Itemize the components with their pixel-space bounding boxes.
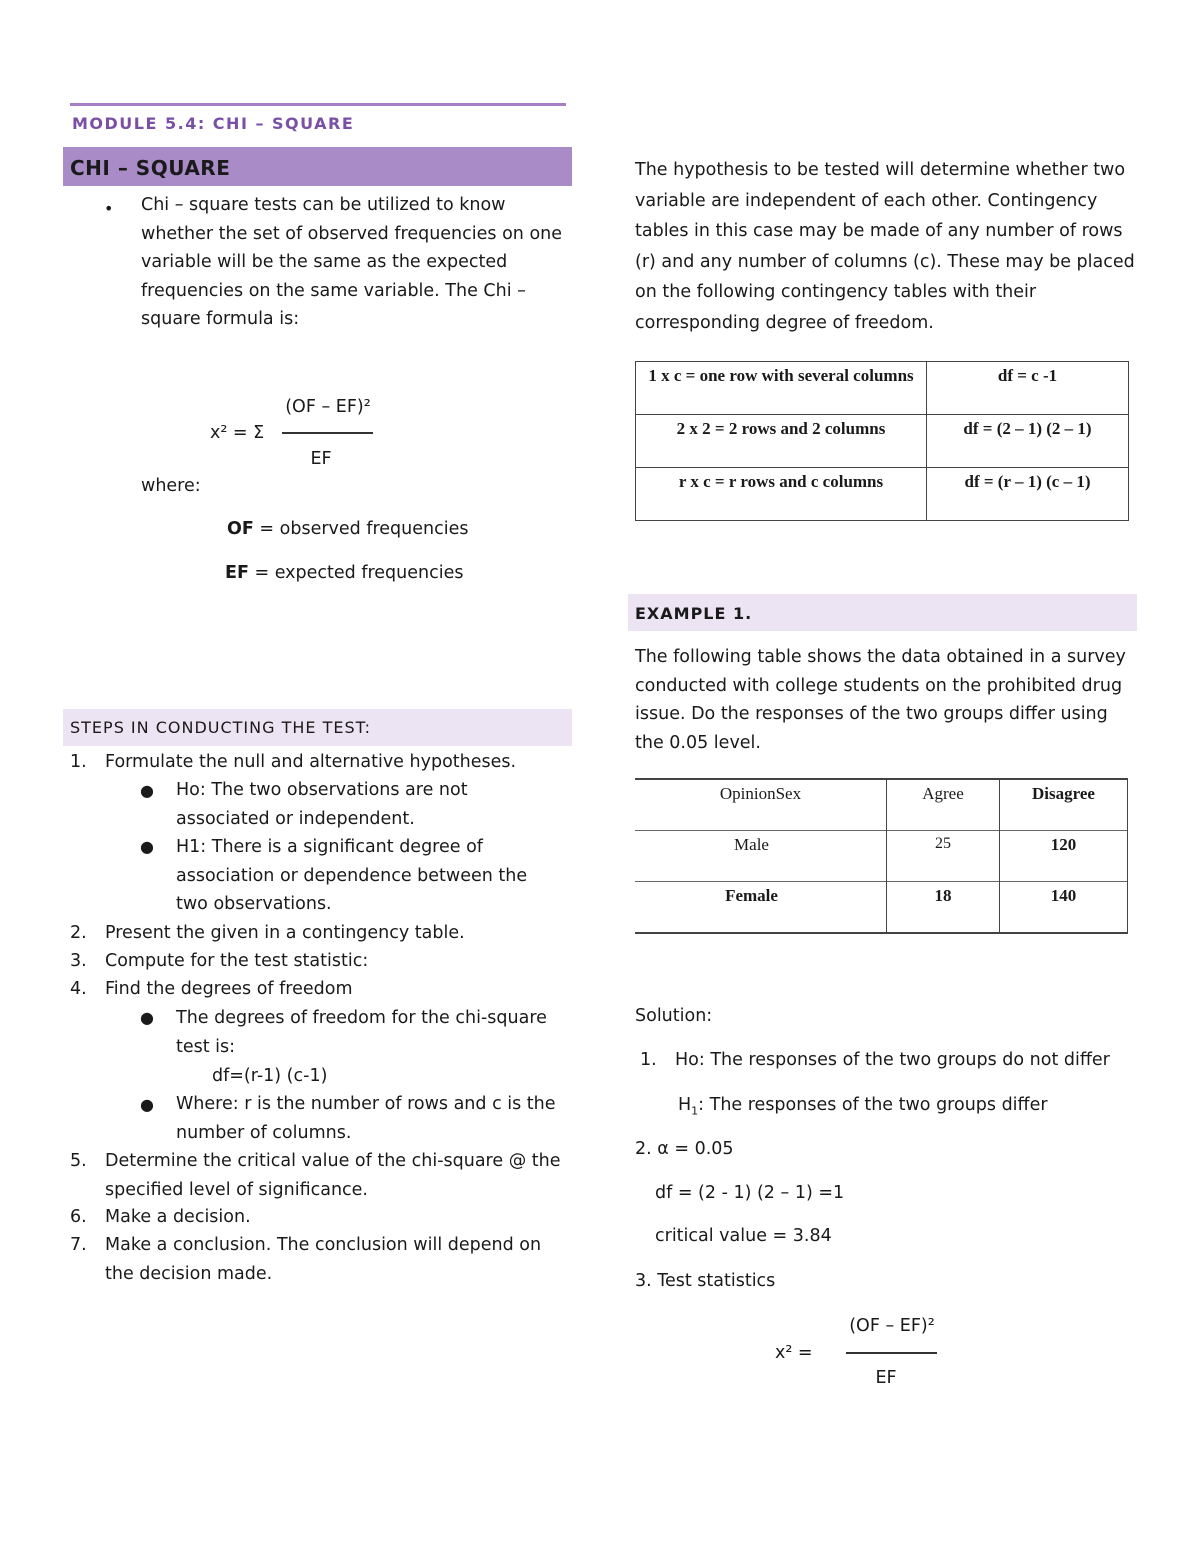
df-table-cell: r x c = r rows and c columns <box>636 468 927 521</box>
intro-bullet: • <box>104 199 114 218</box>
survey-table-row <box>635 882 1128 934</box>
df-table-cell: 1 x c = one row with several columns <box>636 362 927 415</box>
survey-header-cell: OpinionSex <box>635 779 887 831</box>
where-label: where: <box>141 476 201 496</box>
step-4-bullet: ● <box>140 1008 154 1027</box>
survey-cell: 120 <box>1000 831 1128 882</box>
ef-def: = expected frequencies <box>248 563 464 583</box>
of-def: = observed frequencies <box>253 519 469 539</box>
step-2: Present the given in a contingency table. <box>105 923 465 943</box>
step-4-df-formula: df=(r-1) (c-1) <box>212 1066 328 1086</box>
df-table-row <box>636 362 1129 415</box>
step-7: Make a conclusion. The conclusion will depend on the decision made. <box>105 1235 542 1284</box>
formula-denominator: EF <box>310 449 332 469</box>
survey-header-cell: Agree <box>887 779 1000 831</box>
of-definition <box>227 519 468 539</box>
solution-df: df = (2 - 1) (2 – 1) =1 <box>655 1183 845 1203</box>
df-table-cell: df = (2 – 1) (2 – 1) <box>927 415 1129 468</box>
step-4: Find the degrees of freedom <box>105 979 353 999</box>
example-title: EXAMPLE 1. <box>635 604 753 623</box>
example-paragraph: The following table shows the data obtained in a survey conducted with college students on the prohibited drug issue. Do the responses of the two groups differ using the 0.05 level. <box>635 647 1126 753</box>
h1-text: : The responses of the two groups differ <box>698 1095 1048 1115</box>
solution-number: 1. <box>640 1050 657 1070</box>
h1-prefix: H <box>678 1095 692 1115</box>
survey-cell: Female <box>635 882 887 934</box>
ef-term: EF <box>225 563 249 583</box>
step-number: 3. <box>70 951 87 971</box>
intro-paragraph: Chi – square tests can be utilized to know whether the set of observed frequencies on one variable will be the same as the expected frequencies on the same variable. The Chi – square formula is: <box>141 195 563 329</box>
step-1-bullet: ● <box>140 837 154 856</box>
step-number: 4. <box>70 979 87 999</box>
survey-cell: Male <box>635 831 887 882</box>
section-title: CHI – SQUARE <box>70 156 231 180</box>
df-table-cell: 2 x 2 = 2 rows and 2 columns <box>636 415 927 468</box>
step-4-df-text: The degrees of freedom for the chi-square test is: <box>176 1008 547 1057</box>
survey-header-cell: Disagree <box>1000 779 1128 831</box>
step-4-where: Where: r is the number of rows and c is the number of columns. <box>176 1094 556 1143</box>
df-table <box>635 361 1129 521</box>
h1-subscript: 1 <box>691 1104 699 1118</box>
of-term: OF <box>227 519 254 539</box>
step-1: Formulate the null and alternative hypotheses. <box>105 752 517 772</box>
formula-lhs: x² = Σ <box>210 423 265 443</box>
solution-label: Solution: <box>635 1006 713 1026</box>
survey-table-row <box>635 831 1128 882</box>
formula2-lhs: x² = <box>775 1343 813 1363</box>
hypothesis-paragraph: The hypothesis to be tested will determine whether two variable are independent of each other. Contingency tables in this case may be made of any number of rows (r) and any number of columns (c). These may be placed on the following contingency tables with their corresponding degree of freedom. <box>635 160 1135 333</box>
solution-ho: Ho: The responses of the two groups do not differ <box>675 1050 1110 1070</box>
df-table-cell: df = c -1 <box>927 362 1129 415</box>
step-5: Determine the critical value of the chi-square @ the specified level of significance. <box>105 1151 561 1200</box>
solution-test-statistics: 3. Test statistics <box>635 1271 776 1291</box>
survey-cell: 25 <box>887 831 1000 882</box>
module-title-rule <box>70 103 566 106</box>
step-number: 5. <box>70 1151 87 1171</box>
step-1-bullet: ● <box>140 781 154 800</box>
survey-cell: 140 <box>1000 882 1128 934</box>
step-number: 2. <box>70 923 87 943</box>
module-title: MODULE 5.4: CHI – SQUARE <box>72 114 355 133</box>
step-number: 1. <box>70 752 87 772</box>
step-3: Compute for the test statistic: <box>105 951 369 971</box>
formula2-fraction-bar <box>846 1352 937 1354</box>
step-1-h1: H1: There is a significant degree of association or dependence between the two observations. <box>176 837 528 914</box>
step-6: Make a decision. <box>105 1207 251 1227</box>
step-number: 6. <box>70 1207 87 1227</box>
survey-table <box>635 778 1128 934</box>
df-table-row <box>636 415 1129 468</box>
survey-table-header-row <box>635 779 1128 831</box>
formula2-denominator: EF <box>875 1368 897 1388</box>
step-4-bullet: ● <box>140 1095 154 1114</box>
step-1-ho: Ho: The two observations are not associated or independent. <box>176 780 468 829</box>
df-table-cell: df = (r – 1) (c – 1) <box>927 468 1129 521</box>
df-table-row <box>636 468 1129 521</box>
steps-title: STEPS IN CONDUCTING THE TEST: <box>70 718 372 737</box>
formula2-numerator: (OF – EF)² <box>849 1316 935 1336</box>
solution-h1 <box>678 1095 1048 1118</box>
step-number: 7. <box>70 1235 87 1255</box>
solution-critical-value: critical value = 3.84 <box>655 1226 832 1246</box>
solution-alpha: 2. α = 0.05 <box>635 1139 734 1159</box>
formula-numerator: (OF – EF)² <box>285 397 371 417</box>
survey-cell: 18 <box>887 882 1000 934</box>
formula-fraction-bar <box>282 432 373 434</box>
ef-definition <box>225 563 464 583</box>
